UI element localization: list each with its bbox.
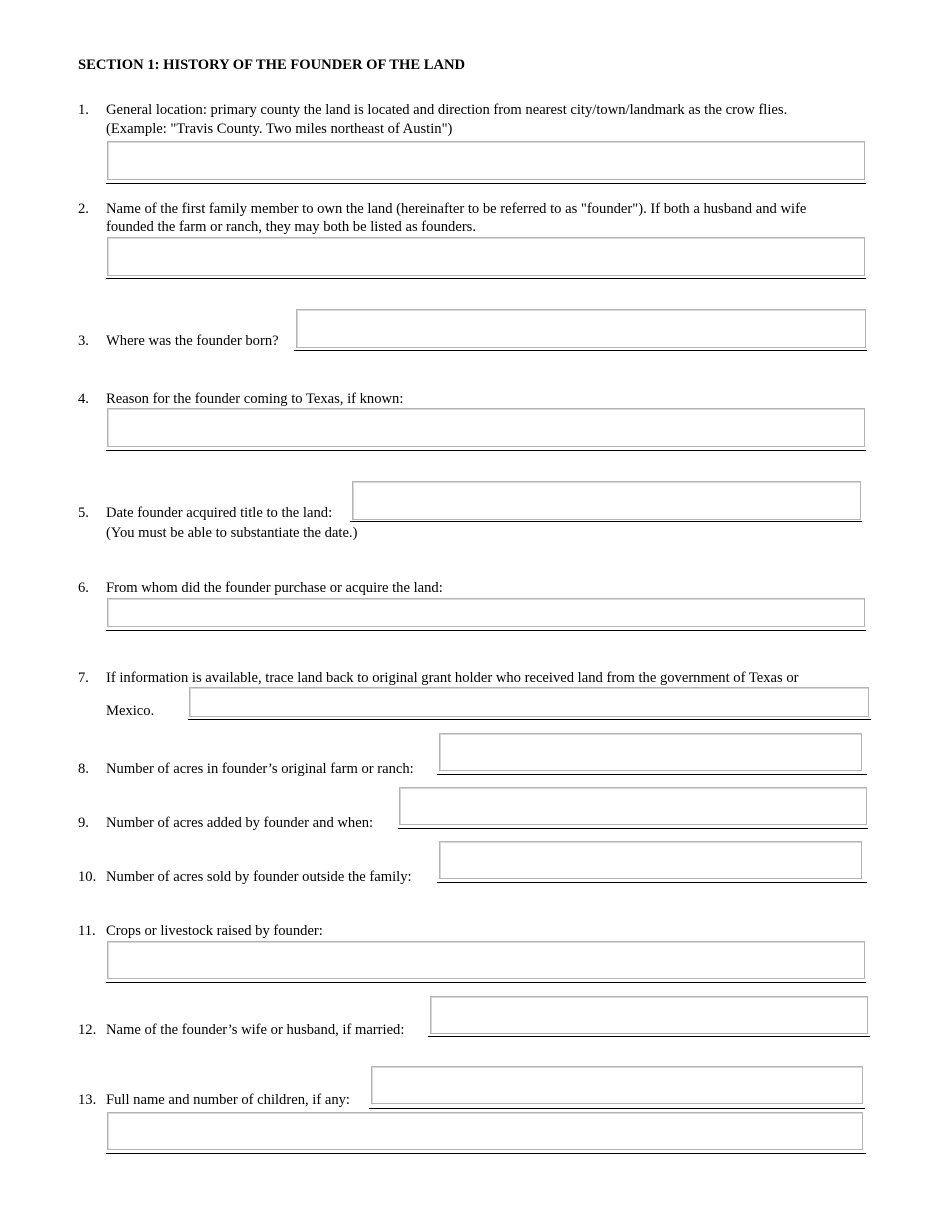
founder-birthplace-field[interactable] — [296, 309, 866, 348]
question-4-text: Reason for the founder coming to Texas, if known: — [106, 391, 404, 407]
question-6-text: From whom did the founder purchase or acquire the land: — [106, 580, 443, 596]
question-12-text: Name of the founder’s wife or husband, if married: — [106, 1022, 405, 1038]
original-acres-field[interactable] — [439, 733, 862, 771]
question-1-example: (Example: "Travis County. Two miles northeast of Austin") — [106, 121, 453, 137]
question-5-note: (You must be able to substantiate the date.) — [106, 525, 358, 541]
question-8-number: 8. — [78, 761, 89, 777]
question-9-number: 9. — [78, 815, 89, 831]
question-7-underline — [188, 719, 871, 720]
question-2-text-line1: Name of the first family member to own the land (hereinafter to be referred to as "founder"). If both a husband and wife — [106, 201, 807, 217]
crops-livestock-field[interactable] — [107, 941, 865, 979]
question-11-text: Crops or livestock raised by founder: — [106, 923, 323, 939]
spouse-name-field[interactable] — [430, 996, 868, 1034]
question-13-second-underline — [106, 1153, 866, 1154]
children-field[interactable] — [371, 1066, 863, 1104]
general-location-field[interactable] — [107, 141, 865, 180]
question-7-text-line2: Mexico. — [106, 703, 155, 719]
question-13-text: Full name and number of children, if any: — [106, 1092, 350, 1108]
acres-added-field[interactable] — [399, 787, 867, 825]
acquired-from-field[interactable] — [107, 598, 865, 627]
question-1-text: General location: primary county the land is located and direction from nearest city/town/landmark as the crow flies. — [106, 102, 788, 118]
question-7-number: 7. — [78, 670, 89, 686]
question-8-text: Number of acres in founder’s original farm or ranch: — [106, 761, 414, 777]
children-continued-field[interactable] — [107, 1112, 863, 1150]
question-5-underline — [350, 521, 862, 522]
question-2-underline — [106, 278, 866, 279]
question-1-number: 1. — [78, 102, 89, 118]
question-13-underline — [369, 1108, 865, 1109]
question-3-text: Where was the founder born? — [106, 333, 279, 349]
original-grant-holder-field[interactable] — [189, 687, 869, 717]
question-9-underline — [398, 828, 868, 829]
question-13-number: 13. — [78, 1092, 97, 1108]
question-6-underline — [106, 630, 866, 631]
acres-sold-field[interactable] — [439, 841, 862, 879]
reason-coming-to-texas-field[interactable] — [107, 408, 865, 447]
question-12-number: 12. — [78, 1022, 97, 1038]
question-11-number: 11. — [78, 923, 96, 939]
question-10-text: Number of acres sold by founder outside the family: — [106, 869, 412, 885]
question-5-text: Date founder acquired title to the land: — [106, 505, 333, 521]
question-2-number: 2. — [78, 201, 89, 217]
question-6-number: 6. — [78, 580, 89, 596]
question-5-number: 5. — [78, 505, 89, 521]
section-title: SECTION 1: HISTORY OF THE FOUNDER OF THE LAND — [78, 57, 466, 73]
question-4-number: 4. — [78, 391, 89, 407]
question-10-underline — [437, 882, 867, 883]
question-11-underline — [106, 982, 866, 983]
question-7-text-line1: If information is available, trace land back to original grant holder who received land from the government of Texas or — [106, 670, 799, 686]
question-12-underline — [428, 1036, 870, 1037]
question-1-underline — [106, 183, 866, 184]
question-8-underline — [437, 774, 867, 775]
question-3-number: 3. — [78, 333, 89, 349]
founder-name-field[interactable] — [107, 237, 865, 276]
question-2-text-line2: founded the farm or ranch, they may both be listed as founders. — [106, 219, 477, 235]
question-3-underline — [294, 350, 867, 351]
title-acquired-date-field[interactable] — [352, 481, 861, 520]
question-4-underline — [106, 450, 866, 451]
question-9-text: Number of acres added by founder and when: — [106, 815, 374, 831]
question-10-number: 10. — [78, 869, 97, 885]
